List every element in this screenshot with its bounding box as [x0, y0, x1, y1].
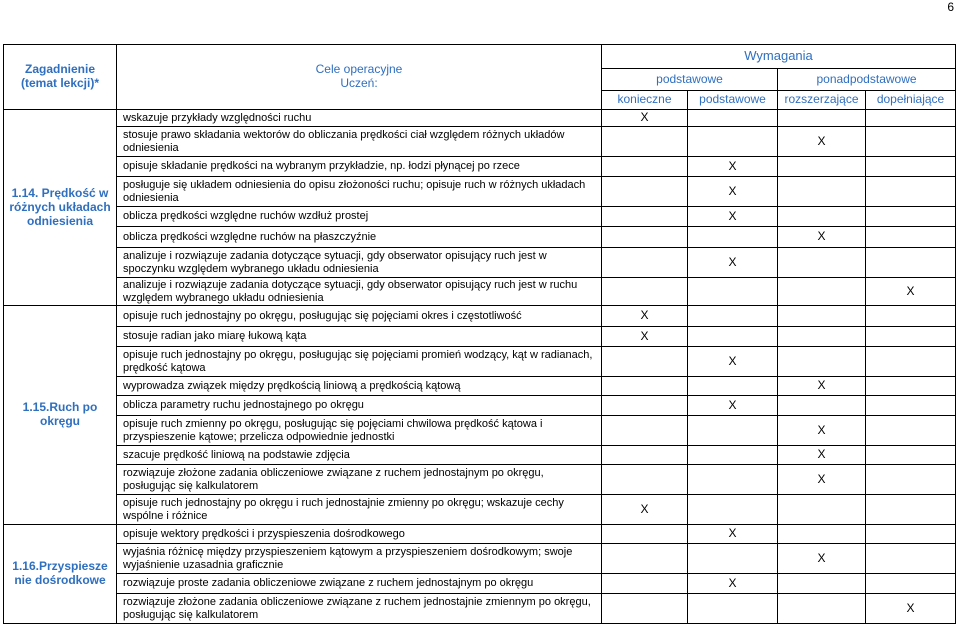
requirement-cell	[866, 465, 956, 495]
requirement-cell	[688, 416, 778, 446]
requirement-cell	[688, 127, 778, 157]
requirement-cell	[778, 227, 866, 248]
requirement-cell	[602, 544, 688, 574]
requirement-cell	[688, 465, 778, 495]
requirement-cell	[602, 446, 688, 465]
requirement-cell	[866, 227, 956, 248]
requirement-cell	[602, 110, 688, 127]
objective-cell: oblicza prędkości względne ruchów wzdłuż prostej	[117, 207, 602, 227]
table-row	[4, 227, 956, 248]
objective-cell: opisuje składanie prędkości na wybranym przykładzie, np. łodzi płynącej po rzece	[117, 157, 602, 177]
requirement-mark: X	[640, 328, 649, 343]
table-row	[4, 127, 956, 157]
objective-cell: wskazuje przykłady względności ruchu	[117, 110, 602, 127]
requirement-cell	[866, 574, 956, 594]
requirement-mark: X	[728, 353, 737, 368]
objective-cell: analizuje i rozwiązuje zadania dotyczące sytuacji, gdy obserwator opisujący ruch jest w ruchu względem wybranego układu odniesienia	[117, 278, 602, 306]
objective-cell: analizuje i rozwiązuje zadania dotyczące sytuacji, gdy obserwator opisujący ruch jest w spoczynku względem wybranego układu odniesienia	[117, 248, 602, 278]
requirement-cell	[688, 574, 778, 594]
requirement-cell	[778, 127, 866, 157]
requirement-cell	[602, 248, 688, 278]
objective-cell: opisuje ruch jednostajny po okręgu, posługując się pojęciami okres i częstotliwość	[117, 306, 602, 327]
topic-cell: 1.14. Prędkość w różnych układach odniesienia	[4, 110, 117, 306]
requirement-mark: X	[817, 378, 826, 393]
requirement-cell	[778, 396, 866, 416]
table-row	[4, 574, 956, 594]
requirement-cell	[866, 594, 956, 624]
requirement-cell	[778, 495, 866, 525]
table-row	[4, 396, 956, 416]
requirement-cell	[688, 495, 778, 525]
requirement-mark: X	[640, 110, 649, 125]
requirement-cell	[602, 416, 688, 446]
requirement-cell	[778, 306, 866, 327]
requirement-cell	[866, 306, 956, 327]
table-row	[4, 157, 956, 177]
requirement-cell	[688, 278, 778, 306]
table-row	[4, 327, 956, 347]
objective-cell: wyprowadza związek między prędkością liniową a prędkością kątową	[117, 377, 602, 396]
requirement-mark: X	[817, 229, 826, 244]
table-row	[4, 495, 956, 525]
requirement-cell	[602, 594, 688, 624]
requirement-cell	[778, 177, 866, 207]
requirement-cell	[602, 127, 688, 157]
table-row	[4, 248, 956, 278]
requirement-cell	[688, 396, 778, 416]
header-requirements: Wymagania	[602, 45, 956, 69]
requirement-cell	[602, 347, 688, 377]
table-row	[4, 594, 956, 624]
requirements-table-wrapper	[3, 44, 955, 624]
requirement-cell	[778, 157, 866, 177]
requirement-mark: X	[817, 471, 826, 486]
table-row	[4, 446, 956, 465]
objective-cell: opisuje ruch zmienny po okręgu, posługując się pojęciami chwilowa prędkość kątowa i przyspieszenie kątowe; przelicza odpowiednie jednostki	[117, 416, 602, 446]
requirement-mark: X	[728, 158, 737, 173]
requirement-cell	[688, 177, 778, 207]
requirement-cell	[602, 465, 688, 495]
requirement-cell	[866, 347, 956, 377]
objective-cell: stosuje prawo składania wektorów do obliczania prędkości ciał względem różnych układów odniesienia	[117, 127, 602, 157]
requirement-cell	[602, 157, 688, 177]
requirement-mark: X	[728, 526, 737, 541]
requirement-cell	[602, 525, 688, 544]
requirement-cell	[688, 110, 778, 127]
requirement-cell	[778, 594, 866, 624]
requirement-cell	[778, 327, 866, 347]
table-row	[4, 177, 956, 207]
objective-cell: oblicza parametry ruchu jednostajnego po okręgu	[117, 396, 602, 416]
requirement-cell	[778, 525, 866, 544]
header-level-podstawowe: podstawowe	[688, 91, 778, 110]
objective-cell: rozwiązuje złożone zadania obliczeniowe związane z ruchem jednostajnie zmiennym po okręgu, posługując się kalkulatorem	[117, 594, 602, 624]
topic-cell: 1.16.Przyspiesze nie dośrodkowe	[4, 525, 117, 624]
topic-cell: 1.15.Ruch po okręgu	[4, 306, 117, 525]
requirement-cell	[778, 248, 866, 278]
requirement-cell	[688, 227, 778, 248]
requirement-cell	[602, 495, 688, 525]
requirements-table	[3, 44, 956, 624]
requirement-cell	[688, 446, 778, 465]
header-objectives	[117, 45, 602, 110]
requirement-cell	[866, 495, 956, 525]
requirement-mark: X	[640, 501, 649, 516]
requirement-cell	[866, 525, 956, 544]
requirement-cell	[866, 207, 956, 227]
requirement-cell	[866, 327, 956, 347]
header-level-rozszerzajace: rozszerzające	[778, 91, 866, 110]
requirement-cell	[866, 396, 956, 416]
objective-cell: rozwiązuje proste zadania obliczeniowe związane z ruchem jednostajnym po okręgu	[117, 574, 602, 594]
requirement-mark: X	[728, 183, 737, 198]
requirement-cell	[866, 177, 956, 207]
requirement-cell	[688, 594, 778, 624]
requirement-cell	[866, 248, 956, 278]
requirement-mark: X	[728, 575, 737, 590]
table-row	[4, 278, 956, 306]
requirement-cell	[778, 446, 866, 465]
requirement-cell	[778, 347, 866, 377]
requirement-cell	[688, 544, 778, 574]
objective-cell: posługuje się układem odniesienia do opisu złożoności ruchu; opisuje ruch w różnych układach odniesienia	[117, 177, 602, 207]
requirement-cell	[688, 248, 778, 278]
header-topic: Zagadnienie (temat lekcji)*	[4, 45, 117, 110]
requirement-cell	[688, 377, 778, 396]
requirement-cell	[602, 177, 688, 207]
requirement-cell	[778, 110, 866, 127]
page-number: 6	[947, 0, 954, 14]
requirement-cell	[602, 327, 688, 347]
requirement-cell	[866, 110, 956, 127]
objective-cell: rozwiązuje złożone zadania obliczeniowe związane z ruchem jednostajnym po okręgu, posługując się kalkulatorem	[117, 465, 602, 495]
header-level-konieczne: konieczne	[602, 91, 688, 110]
requirement-cell	[688, 525, 778, 544]
table-row	[4, 306, 956, 327]
requirement-mark: X	[728, 397, 737, 412]
requirement-mark: X	[728, 254, 737, 269]
requirement-mark: X	[817, 133, 826, 148]
header-objectives-line1: Cele operacyjne	[315, 62, 403, 77]
table-row	[4, 207, 956, 227]
objective-cell: szacuje prędkość liniową na podstawie zdjęcia	[117, 446, 602, 465]
requirement-cell	[866, 127, 956, 157]
requirement-cell	[778, 465, 866, 495]
objective-cell: stosuje radian jako miarę łukową kąta	[117, 327, 602, 347]
requirement-cell	[866, 446, 956, 465]
requirement-cell	[602, 278, 688, 306]
requirement-cell	[866, 157, 956, 177]
requirement-cell	[866, 377, 956, 396]
requirement-mark: X	[906, 600, 915, 615]
objective-cell: opisuje ruch jednostajny po okręgu, posługując się pojęciami promień wodzący, kąt w radianach, prędkość kątowa	[117, 347, 602, 377]
table-row	[4, 465, 956, 495]
requirement-mark: X	[817, 447, 826, 462]
requirement-cell	[602, 306, 688, 327]
requirement-cell	[688, 207, 778, 227]
requirement-cell	[778, 377, 866, 396]
table-body	[4, 110, 956, 624]
header-advanced: ponadpodstawowe	[778, 69, 956, 91]
table-row	[4, 377, 956, 396]
requirement-mark: X	[817, 550, 826, 565]
requirement-cell	[688, 306, 778, 327]
table-row	[4, 347, 956, 377]
requirement-cell	[602, 574, 688, 594]
requirement-cell	[602, 396, 688, 416]
requirement-mark: X	[817, 422, 826, 437]
header-level-dopelniajace: dopełniające	[866, 91, 956, 110]
requirement-cell	[866, 416, 956, 446]
requirement-cell	[778, 416, 866, 446]
requirement-cell	[602, 227, 688, 248]
table-row	[4, 544, 956, 574]
requirement-mark: X	[728, 208, 737, 223]
table-row	[4, 525, 956, 544]
objective-cell: oblicza prędkości względne ruchów na płaszczyźnie	[117, 227, 602, 248]
requirement-cell	[602, 377, 688, 396]
requirement-cell	[688, 157, 778, 177]
requirement-mark: X	[640, 308, 649, 323]
table-row	[4, 110, 956, 127]
header-objectives-line2: Uczeń:	[340, 76, 378, 90]
requirement-cell	[778, 544, 866, 574]
table-row	[4, 416, 956, 446]
header-basic: podstawowe	[602, 69, 778, 91]
requirement-cell	[688, 347, 778, 377]
requirement-cell	[778, 574, 866, 594]
requirement-cell	[778, 207, 866, 227]
requirement-cell	[866, 278, 956, 306]
requirement-cell	[602, 207, 688, 227]
requirement-mark: X	[906, 283, 915, 298]
objective-cell: opisuje wektory prędkości i przyspieszenia dośrodkowego	[117, 525, 602, 544]
objective-cell: wyjaśnia różnicę między przyspieszeniem kątowym a przyspieszeniem dośrodkowym; swoje wyjaśnienie uzasadnia graficznie	[117, 544, 602, 574]
requirement-cell	[688, 327, 778, 347]
requirement-cell	[778, 278, 866, 306]
objective-cell: opisuje ruch jednostajny po okręgu i ruch jednostajnie zmienny po okręgu; wskazuje cechy wspólne i różnice	[117, 495, 602, 525]
requirement-cell	[866, 544, 956, 574]
